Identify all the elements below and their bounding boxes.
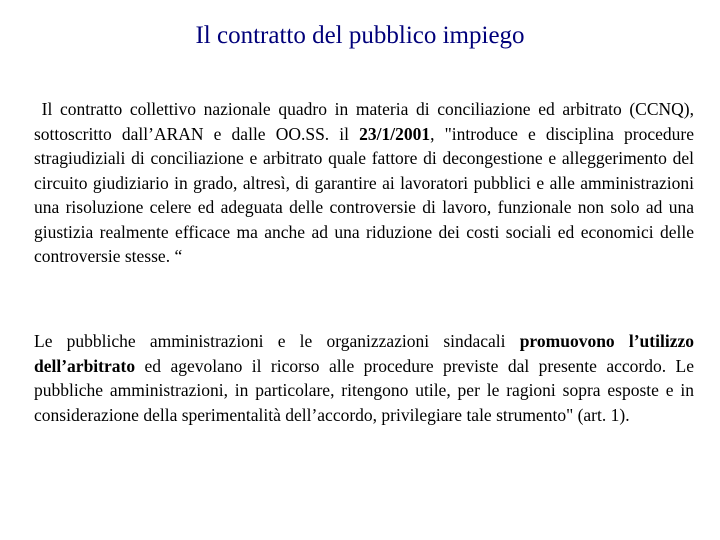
paragraph-indent: [34, 99, 42, 119]
paragraph1-lead-text: Il contratto collettivo nazionale quadro in materia di conciliazione ed arbitrato (CCNQ), sottoscritto dall’ARAN e dalle OO.SS. il: [34, 99, 695, 144]
slide-title: Il contratto del pubblico impiego: [195, 22, 525, 49]
paragraph2-rest-text: ed agevolano il ricorso alle procedure previste dal presente accordo. Le pubbliche amministrazioni, in particolare, ritengono utile, per le ragioni sopra esposte e in considerazione della sperimentalità dell’accordo, privilegiare tale strumento" (art. 1).: [34, 355, 694, 425]
paragraph2-emphasis: promuovono l’utilizzo dell’arbitrato: [34, 331, 694, 376]
paragraph2-lead-text: Le pubbliche amministrazioni e le organizzazioni sindacali: [34, 331, 520, 351]
paragraph-arbitration-agreement: [34, 97, 694, 269]
agreement-date: 23/1/2001: [359, 123, 431, 144]
paragraph1-quote-text: , "introduce e disciplina procedure stragiudiziali di conciliazione e arbitrato quale fattore di decongestione e alleggerimento del circuito giudiziario in grado, altresì, di garantire ai lavoratori pubblici e alle amministrazioni una risoluzione celere ed adeguata delle controversie di lavoro, funzionale non solo ad una giustizia realmente efficace ma anche ad una riduzione dei costi sociali ed economici delle controversie stesse. “: [34, 123, 694, 266]
paragraph-art1-promotion: [34, 329, 694, 427]
